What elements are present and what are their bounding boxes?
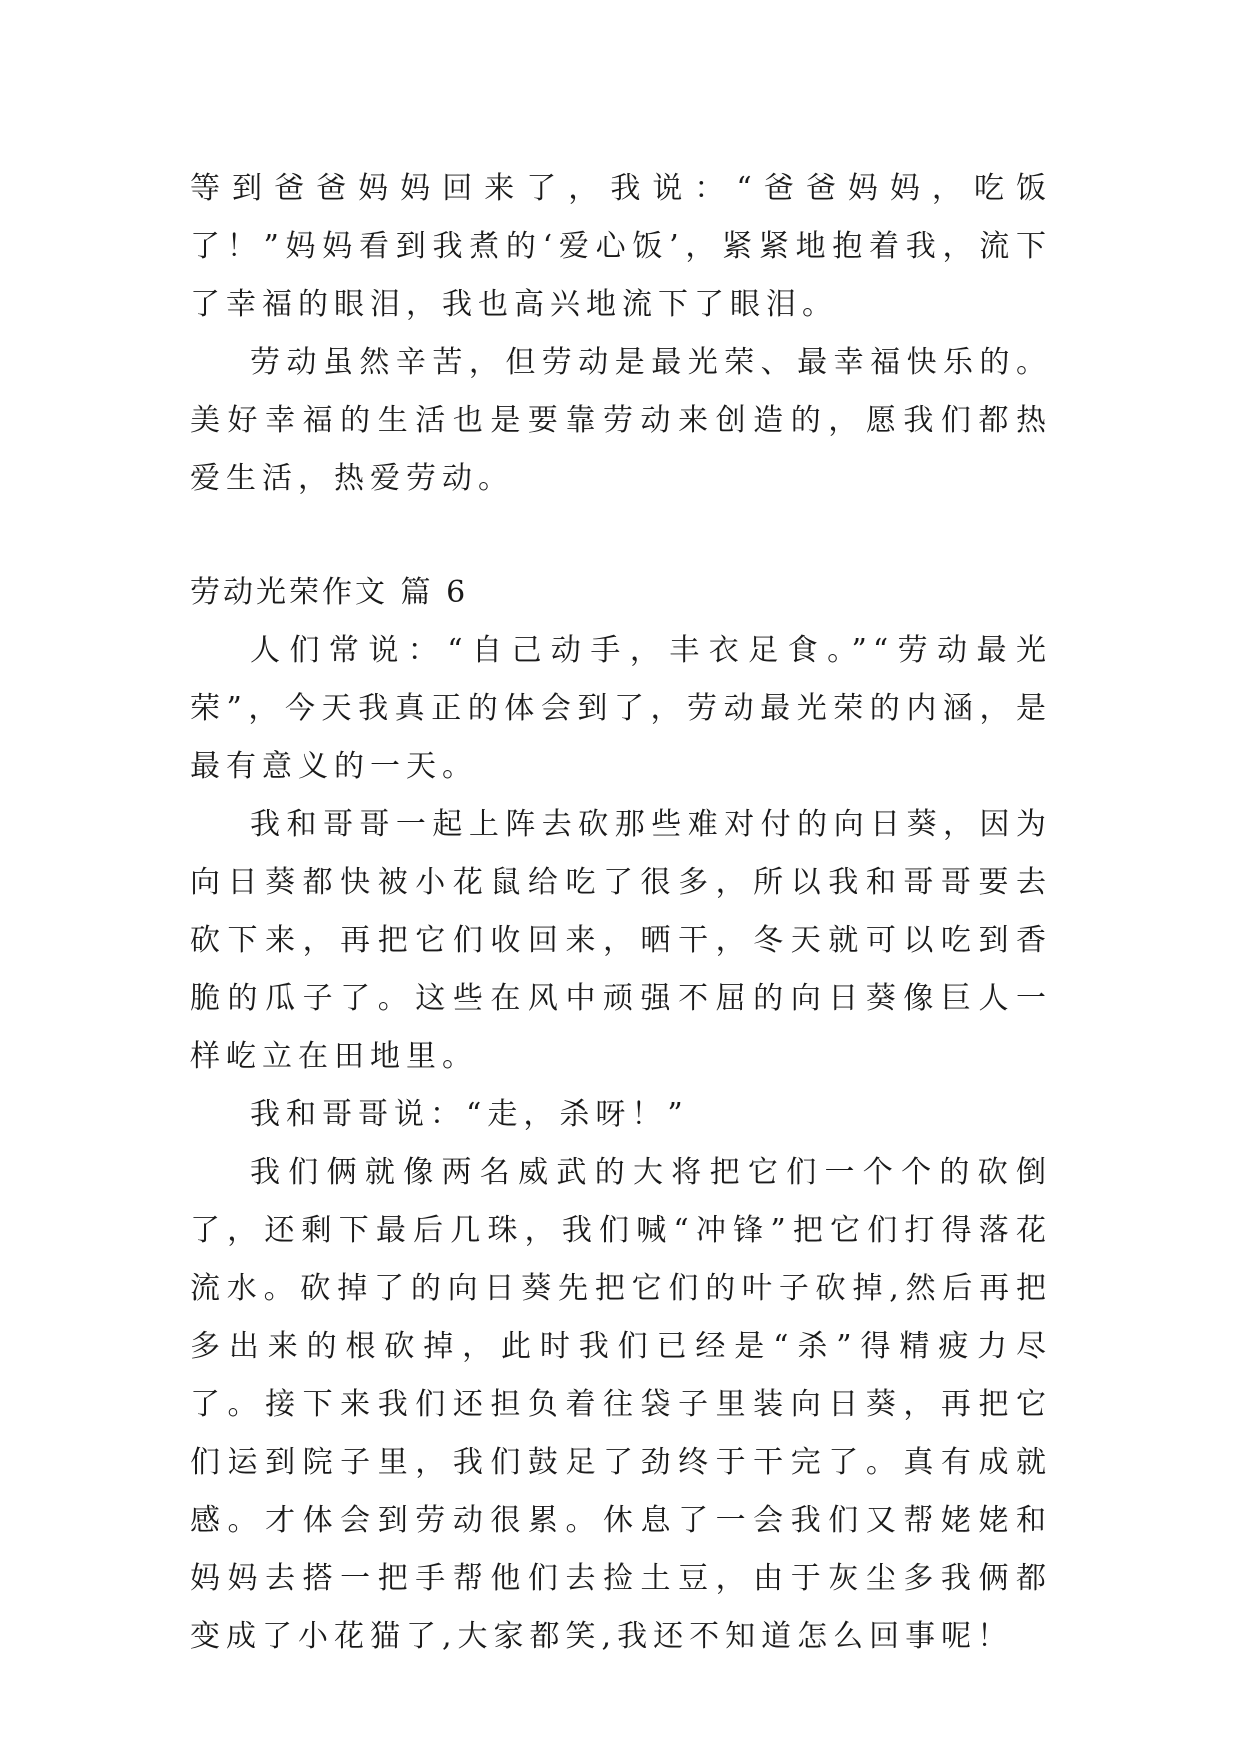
paragraph: 我和哥哥一起上阵去砍那些难对付的向日葵，因为向日葵都快被小花鼠给吃了很多，所以我和哥哥要去砍下来，再把它们收回来，晒干，冬天就可以吃到香脆的瓜子了。这些在风中顽强不屈的向日葵像巨人一样屹立在田地里。 bbox=[190, 807, 1052, 1074]
paragraph: 劳动虽然辛苦，但劳动是最光荣、最幸福快乐的。美好幸福的生活也是要靠劳动来创造的，愿我们都热爱生活，热爱劳动。 bbox=[190, 345, 1052, 496]
paragraph: 等到爸爸妈妈回来了，我说：“爸爸妈妈，吃饭了！”妈妈看到我煮的‘爱心饭’，紧紧地抱着我，流下了幸福的眼泪，我也高兴地流下了眼泪。 bbox=[190, 171, 1052, 322]
section-spacer bbox=[190, 508, 1052, 564]
document-page bbox=[190, 160, 1052, 1666]
paragraph: 人们常说：“自己动手，丰衣足食。”“劳动最光荣”，今天我真正的体会到了，劳动最光荣的内涵，是最有意义的一天。 bbox=[190, 633, 1052, 784]
section-heading: 劳动光荣作文 篇 6 bbox=[190, 575, 469, 610]
paragraph: 我们俩就像两名威武的大将把它们一个个的砍倒了，还剩下最后几珠，我们喊“冲锋”把它们打得落花流水。砍掉了的向日葵先把它们的叶子砍掉,然后再把多出来的根砍掉，此时我们已经是“杀”得精疲力尽了。接下来我们还担负着往袋子里装向日葵，再把它们运到院子里，我们鼓足了劲终于干完了。真有成就感。才体会到劳动很累。休息了一会我们又帮姥姥和妈妈去搭一把手帮他们去捡土豆，由于灰尘多我俩都变成了小花猫了,大家都笑,我还不知道怎么回事呢！ bbox=[190, 1155, 1052, 1654]
paragraph: 我和哥哥说：“走，杀呀！” bbox=[250, 1097, 689, 1132]
